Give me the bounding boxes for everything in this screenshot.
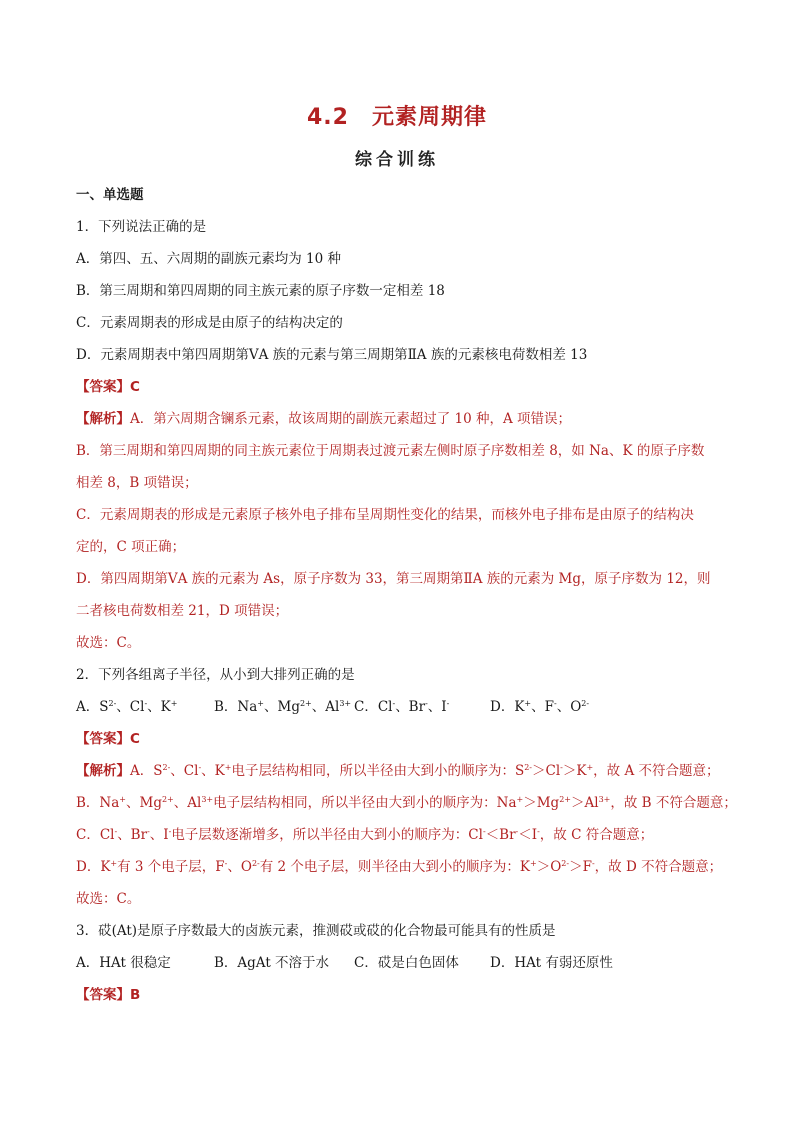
q3-option-c: C．砹是白色固体: [354, 955, 459, 971]
q1-option-b: B．第三周期和第四周期的同主族元素的原子序数一定相差 18: [76, 283, 445, 299]
page-title: 4.2 元素周期律: [307, 105, 487, 130]
q2-conclusion: 故选：C。: [76, 891, 141, 907]
q2-answer: 【答案】C: [76, 731, 140, 747]
q3-answer: 【答案】B: [76, 987, 141, 1003]
q1-option-c: C．元素周期表的形成是由原子的结构决定的: [76, 315, 343, 331]
q2-option-b: B．Na+、$Mg^{2+}$、$Al^{3+}$: [214, 699, 352, 715]
q2-analysis-line-3: C．Cl-、Br-、I-电子层数逐渐增多，所以半径由大到小的顺序为：Cl-＜Br-＜I-，故 C 符合题意；: [76, 827, 654, 843]
q1-stem: 1．下列说法正确的是: [76, 219, 207, 235]
q2-stem: 2．下列各组离子半径，从小到大排列正确的是: [76, 667, 355, 683]
q3-stem: 3．砹(At)是原子序数最大的卤族元素，推测砹或砹的化合物最可能具有的性质是: [76, 923, 556, 939]
q1-analysis-line-7: 二者核电荷数相差 21，D 项错误；: [76, 603, 289, 619]
q1-conclusion: 故选：C。: [76, 635, 141, 651]
q1-analysis-line-6: D．第四周期第ⅤA 族的元素为 As，原子序数为 33，第三周期第ⅡA 族的元素为 Mg，原子序数为 12，则: [76, 571, 711, 587]
section-heading: 一、单选题: [76, 187, 144, 203]
q2-analysis-line-1: 【解析】A．$S^{2-}$、Cl-、K+电子层结构相同，所以半径由大到小的顺序为：$S^{2-}>Cl^->K^+$，故 A 不符合题意；: [76, 763, 720, 779]
q2-option-c: C．Cl-、Br-、I-: [354, 699, 450, 715]
q2-analysis-line-4: D．K+有 3 个电子层，F-、$O^{2-}$有 2 个电子层，则半径由大到小的顺序为：$K^+>O^{2-}>F^-$，故 D 不符合题意；: [76, 859, 723, 875]
q1-option-a: A．第四、五、六周期的副族元素均为 10 种: [76, 251, 342, 267]
q3-option-b: B．AgAt 不溶于水: [214, 955, 330, 971]
q3-option-d: D．HAt 有弱还原性: [490, 955, 613, 971]
q3-option-a: A．HAt 很稳定: [76, 955, 171, 971]
q2-option-d: D．K+、F-、$O^{2-}$: [490, 699, 590, 715]
q1-analysis-line-2: B．第三周期和第四周期的同主族元素位于周期表过渡元素左侧时原子序数相差 8，如 Na、K 的原子序数: [76, 443, 705, 459]
q1-analysis-line-3: 相差 8，B 项错误；: [76, 475, 198, 491]
q2-analysis-line-2: B．Na+、$Mg^{2+}$、$Al^{3+}$电子层结构相同，所以半径由大到小的顺序为：$Na^+>Mg^{2+}>Al^{3+}$，故 B 不符合题意；: [76, 795, 737, 811]
q1-analysis-line-1: 【解析】A．第六周期含镧系元素，故该周期的副族元素超过了 10 种，A 项错误；: [76, 411, 572, 427]
q1-option-d: D．元素周期表中第四周期第ⅤA 族的元素与第三周期第ⅡA 族的元素核电荷数相差 13: [76, 347, 588, 363]
q1-analysis-line-5: 定的，C 项正确；: [76, 539, 186, 555]
q1-answer: 【答案】C: [76, 379, 140, 395]
q1-analysis-line-4: C．元素周期表的形成是元素原子核外电子排布呈周期性变化的结果，而核外电子排布是由原子的结构决: [76, 507, 694, 523]
q2-option-a: A．$S^{2-}$、Cl-、K+: [76, 699, 178, 715]
page-subtitle: 综合训练: [355, 150, 439, 170]
